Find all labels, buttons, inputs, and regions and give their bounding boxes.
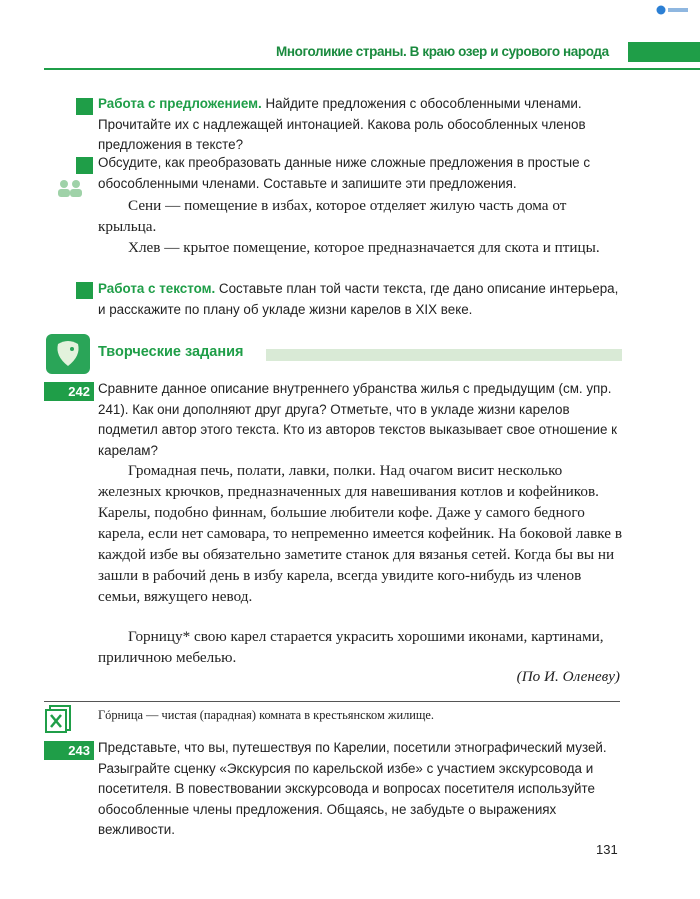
header-accent (628, 42, 700, 62)
footnote-rule (44, 701, 620, 702)
literary-excerpt: Громадная печь, полати, лавки, полки. Над очагом висит несколько железных крючков, предназначенных для навешивания котлов и кофейников. Карелы, подобно финнам, большие любители кофе. Даже у самого бедного карела, если нет самовара, то непременно имеется кофейник. На боковой лавке в каждой избе вы обязательно заметите станок для вязанья сетей. Когда бы вы ни зашли в рабочий день в избу карела, всегда увидите кого-нибудь из членов семьи, вяжущего невод. (98, 462, 622, 605)
task-text (98, 279, 620, 320)
header-rule (44, 68, 700, 70)
task-marker (76, 98, 93, 115)
page-number: 131 (596, 842, 618, 857)
task-marker (76, 282, 93, 299)
task-text-label: Работа с текстом. (98, 281, 216, 296)
creative-tasks-icon (46, 334, 90, 374)
task-marker (76, 157, 93, 174)
publisher-logo-icon (656, 4, 690, 16)
excerpt-author: (По И. Оленеву) (516, 668, 620, 685)
task-text-text: Составьте план той части текста, где дано описание интерьера, и расскажите по плану об укладе жизни карелов в XIX веке. (98, 281, 619, 317)
running-header: Многоликие страны. В краю озер и сурового народа (276, 44, 609, 59)
task-sentences (98, 94, 620, 156)
section-title-bar (266, 349, 622, 361)
example-sentence-1: Сени — помещение в избах, которое отделяет жилую часть дома от крыльца. (98, 197, 567, 235)
literary-excerpt-end: Горницу* свою карел старается украсить хорошими иконами, картинами, приличною мебелью. (98, 628, 604, 666)
task-sentences-label: Работа с предложением. (98, 96, 262, 111)
exercise-task: Представьте, что вы, путешествуя по Карелии, посетили этнографический музей. Разыграйте сценку «Экскурсия по карельской избе» с участием экскурсовода и посетителя. В повествовании экскурсовода и вопросах посетителя используйте обособленные члены предложения. Общаясь, не забудьте о выражениях вежливости. (98, 740, 607, 837)
pair-work-icon (56, 178, 84, 198)
exercise-number: 242 (44, 382, 94, 401)
task-discuss: Обсудите, как преобразовать данные ниже сложные предложения в простые с обособленными членами. Составьте и запишите эти предложения. (98, 155, 591, 191)
exercise-task: Сравните данное описание внутреннего убранства жилья с предыдущим (см. упр. 241). Как они дополняют друг друга? Отметьте, что в укладе жизни карелов подметил автор этого текста. Кто из авторов текстов выказывает свое отношение к карелам? (98, 381, 617, 458)
footnote: Гóрница — чистая (парадная) комната в крестьянском жилище. (98, 708, 435, 722)
dictionary-icon (44, 705, 74, 733)
section-title: Творческие задания (98, 344, 244, 360)
exercise-number: 243 (44, 741, 94, 760)
example-sentence-2: Хлев — крытое помещение, которое предназначается для скота и птицы. (128, 239, 600, 256)
task-sentences-text: Найдите предложения с обособленными членами. Прочитайте их с надлежащей интонацией. Какова роль обособленных членов предложения в тексте? (98, 96, 586, 152)
